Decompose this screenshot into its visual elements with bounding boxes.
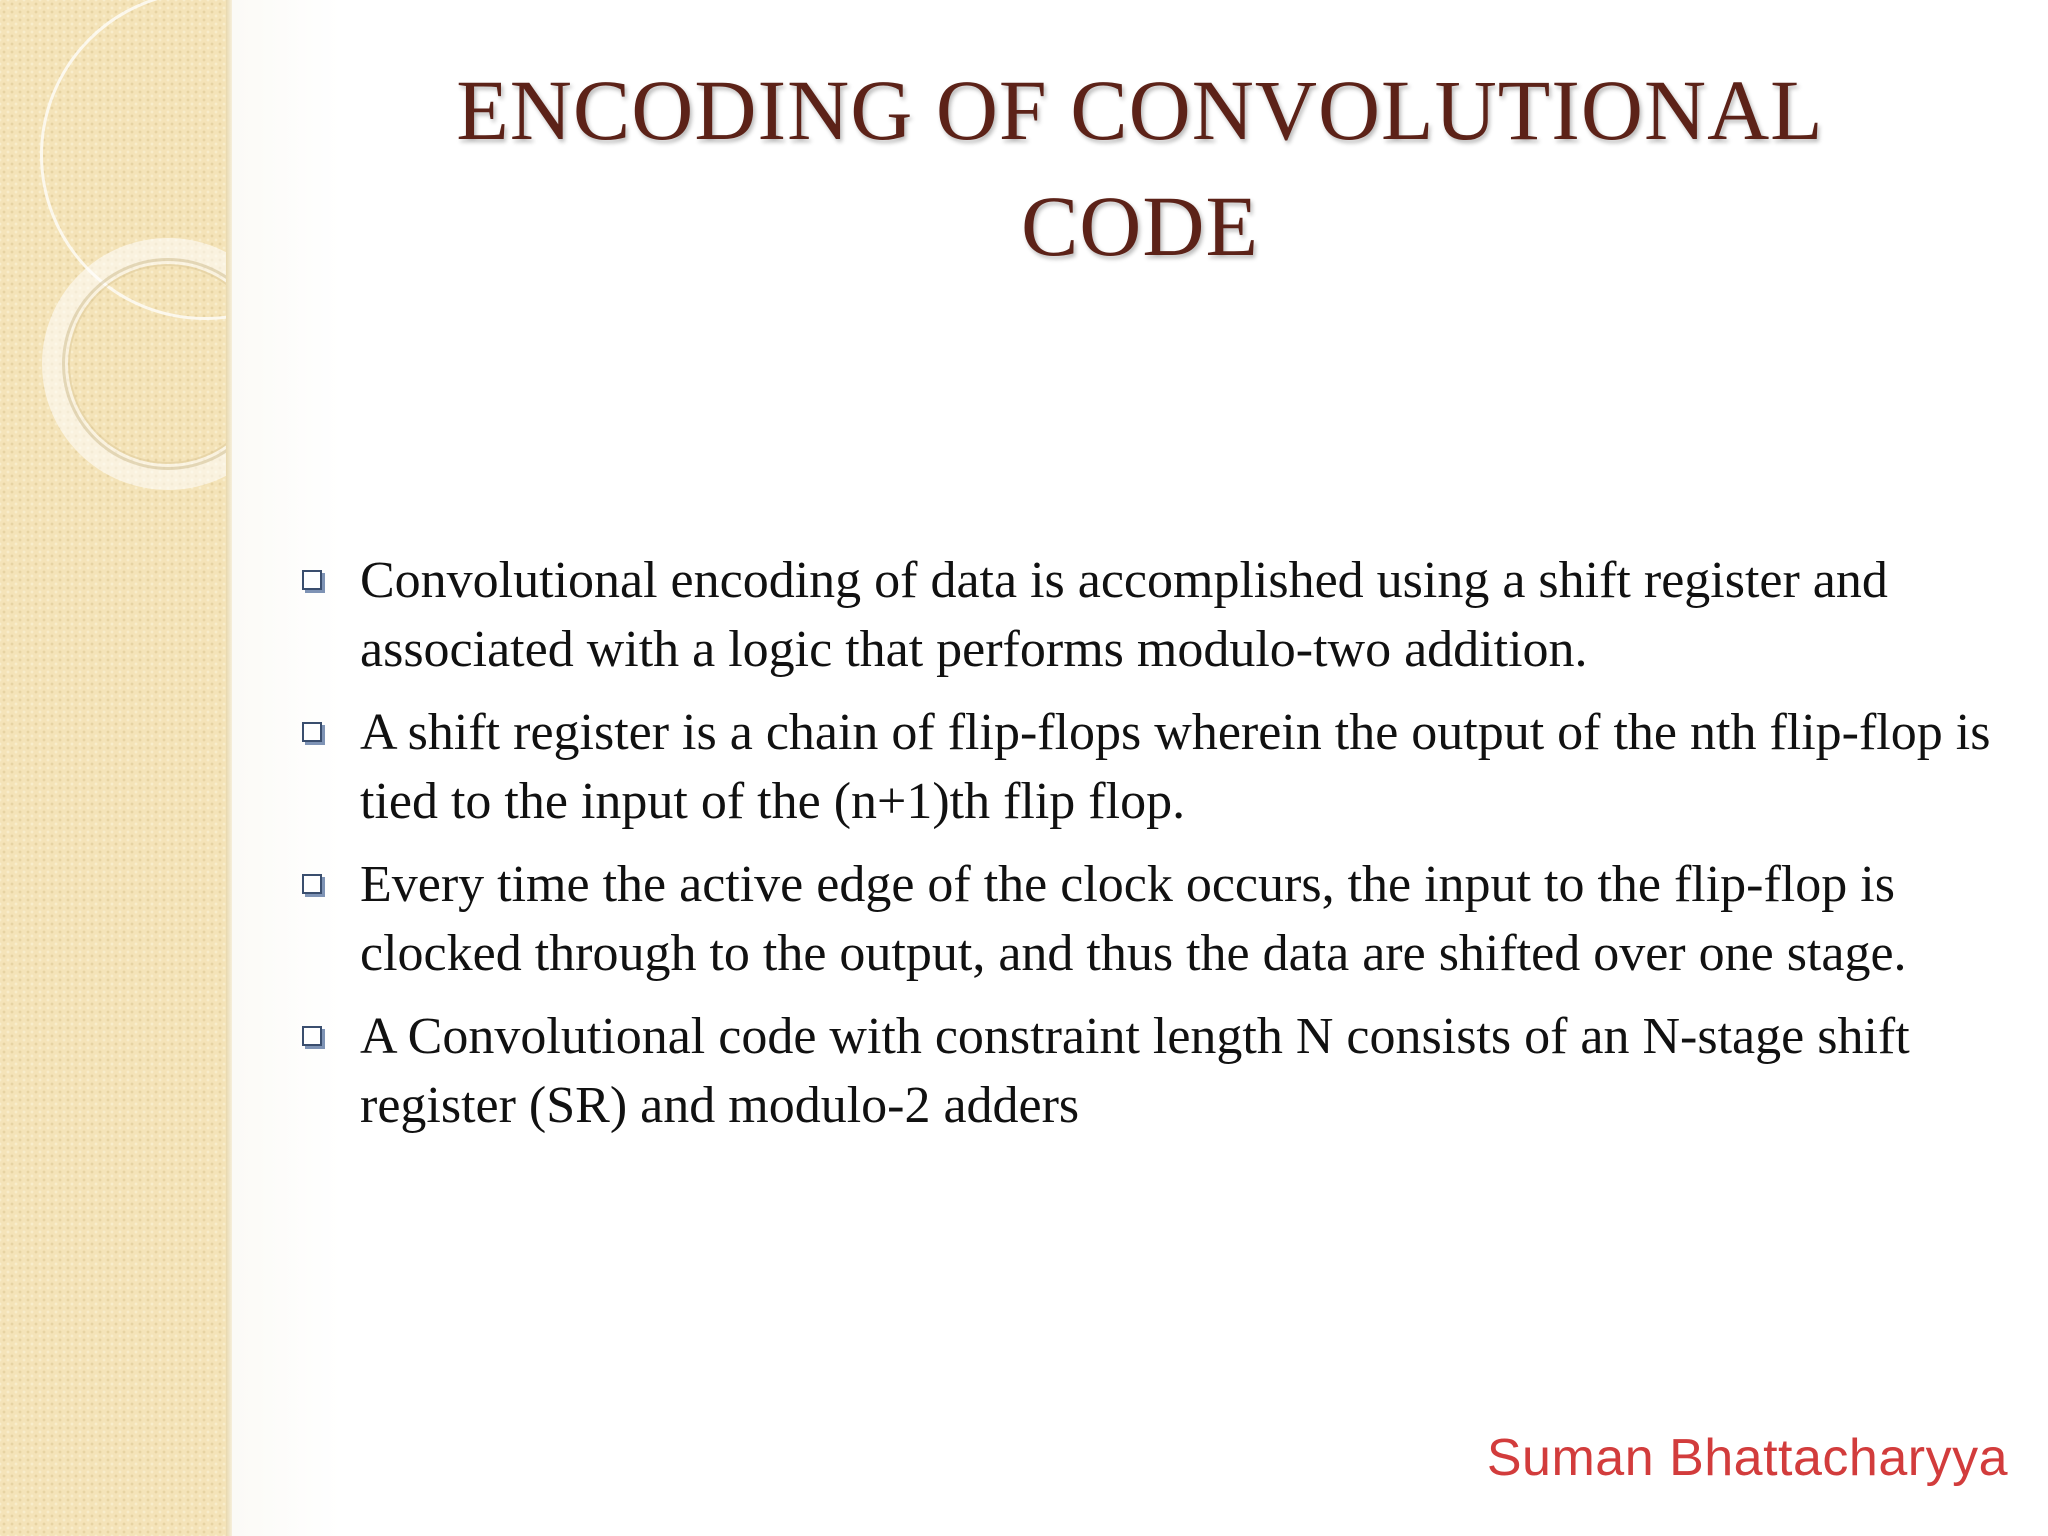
- bullet-list: [292, 546, 2012, 1154]
- slide-title: [300, 52, 1980, 284]
- bullet-item: [292, 546, 2012, 684]
- title-line-2: CODE: [1020, 178, 1260, 274]
- bullet-item: [292, 850, 2012, 988]
- bullet-item: [292, 1002, 2012, 1140]
- author-name: Suman Bhattacharyya: [1486, 1429, 2008, 1487]
- decorative-sidebar: [0, 0, 230, 1536]
- bullet-item: [292, 698, 2012, 836]
- square-bullet-icon: [302, 1026, 322, 1046]
- bullet-text: A shift register is a chain of flip-flops wherein the output of the nth flip-flop is tied to the input of the (n+1)th flip flop.: [360, 704, 1991, 830]
- bullet-text: A Convolutional code with constraint length N consists of an N-stage shift register (SR) and modulo-2 adders: [360, 1008, 1910, 1134]
- square-bullet-icon: [302, 874, 322, 894]
- square-bullet-icon: [302, 570, 322, 590]
- title-line-1: ENCODING OF CONVOLUTIONAL: [456, 62, 1824, 158]
- bullet-text: Every time the active edge of the clock occurs, the input to the flip-flop is clocked through to the output, and thus the data are shifted over one stage.: [360, 856, 1907, 982]
- bullet-text: Convolutional encoding of data is accomplished using a shift register and associated with a logic that performs modulo-two addition.: [360, 552, 1888, 678]
- square-bullet-icon: [302, 722, 322, 742]
